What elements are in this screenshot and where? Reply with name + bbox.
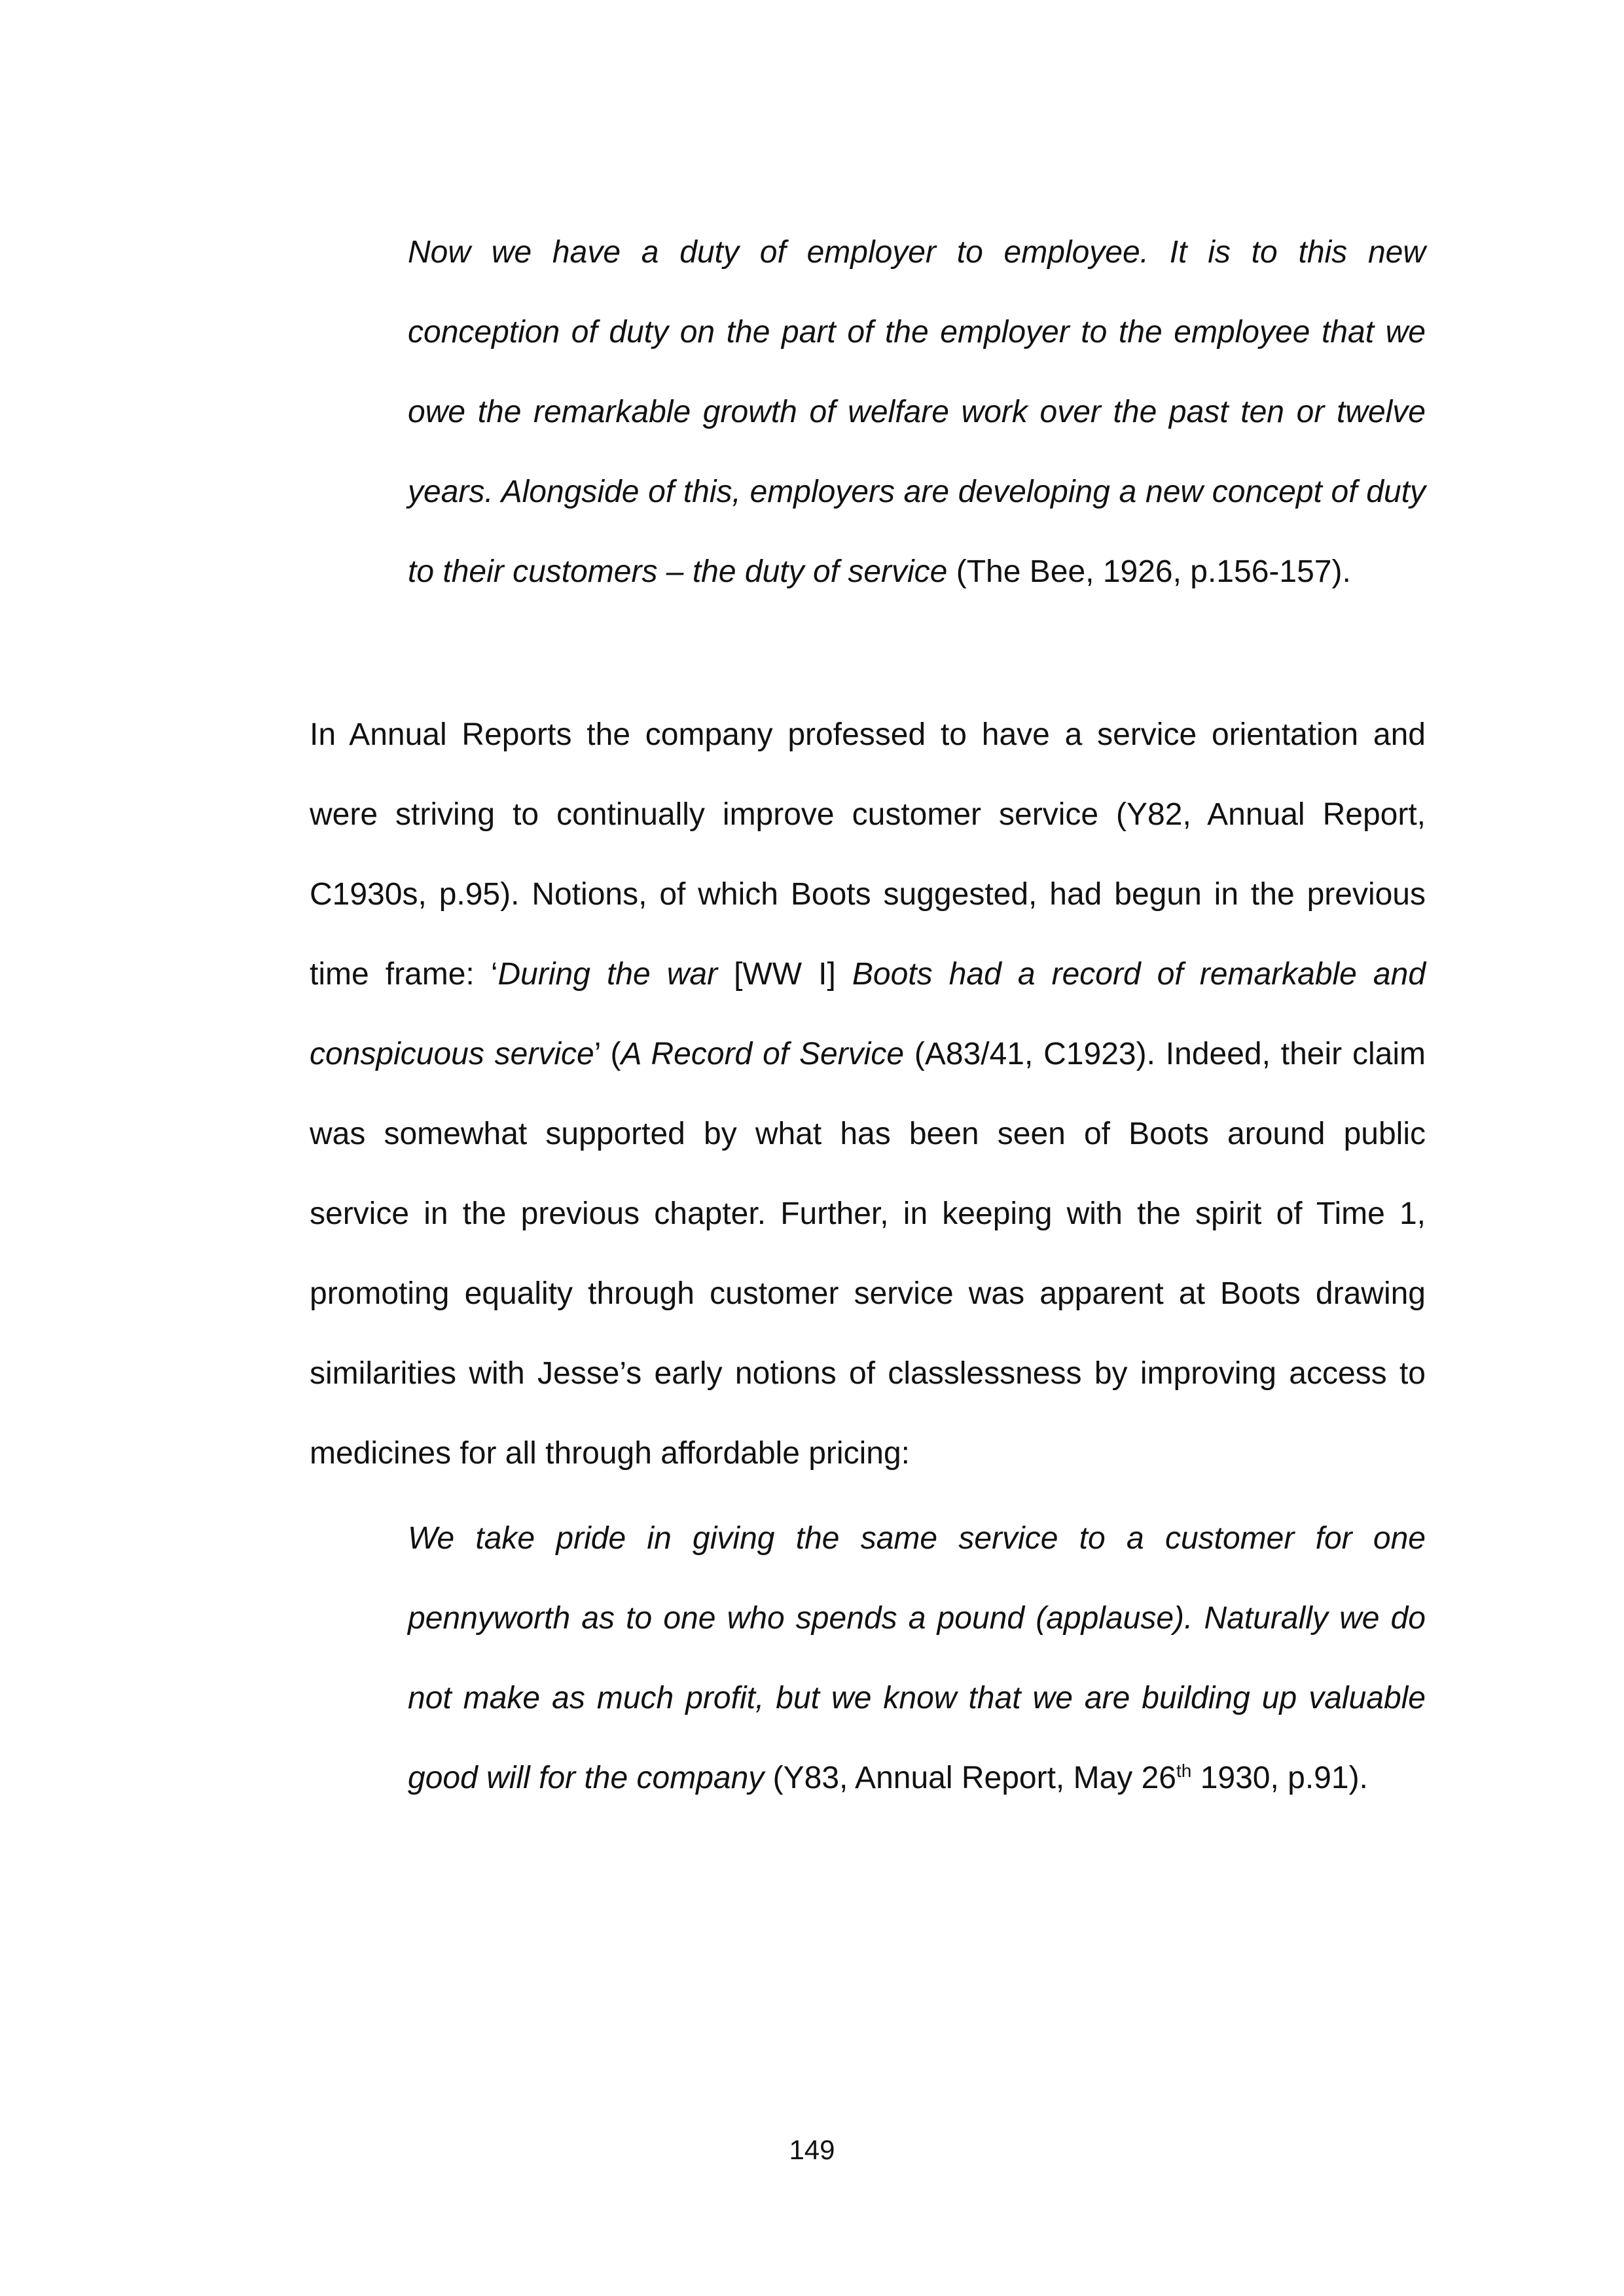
block-quote-1 xyxy=(408,213,1426,612)
paragraph-italic-3: A Record of Service xyxy=(621,1037,905,1071)
block-quote-2 xyxy=(408,1499,1426,1818)
body-paragraph xyxy=(310,695,1426,1494)
paragraph-italic-1: During the war xyxy=(497,957,718,992)
quote-2-citation-a: (Y83, Annual Report, May 26 xyxy=(764,1761,1176,1795)
paragraph-text-1: In Annual Reports the company professed to have a service orientation and were striving to continually improve customer service (Y82, Annual Report, C1930s, p.95). Notions, of which Boots suggested, had begun in the previous time frame: ‘ xyxy=(310,717,1426,992)
quote-1-citation: (The Bee, 1926, p.156-157). xyxy=(947,554,1351,589)
paragraph-text-3: ’ ( xyxy=(594,1037,621,1071)
paragraph-italic-2: Boots had a record of remarkable and conspicuous service xyxy=(310,957,1426,1071)
paragraph-text-4: (A83/41, C1923). Indeed, their claim was somewhat supported by what has been seen of Boots around public service in the previous chapter. Further, in keeping with the spirit of Time 1, promoting equality through customer service was apparent at Boots drawing similarities with Jesse’s early notions of classlessness by improving access to medicines for all through affordable pricing: xyxy=(310,1037,1426,1471)
quote-2-superscript: th xyxy=(1176,1761,1192,1781)
paragraph-text-2: [WW I] xyxy=(717,957,852,992)
quote-2-citation-b: 1930, p.91). xyxy=(1191,1761,1368,1795)
quote-1-text: Now we have a duty of employer to employee. It is to this new conception of duty on the part of the employer to the employee that we owe the remarkable growth of welfare work over the past ten or twelve years. Alongside of this, employers are developing a new concept of duty to their customers – the duty of service xyxy=(408,235,1426,589)
page-number: 149 xyxy=(789,2134,835,2165)
quote-2-text: We take pride in giving the same service to a customer for one pennyworth as to one who spends a pound (applause). Naturally we do not make as much profit, but we know that we are building up valuable good will for the company xyxy=(408,1521,1426,1795)
